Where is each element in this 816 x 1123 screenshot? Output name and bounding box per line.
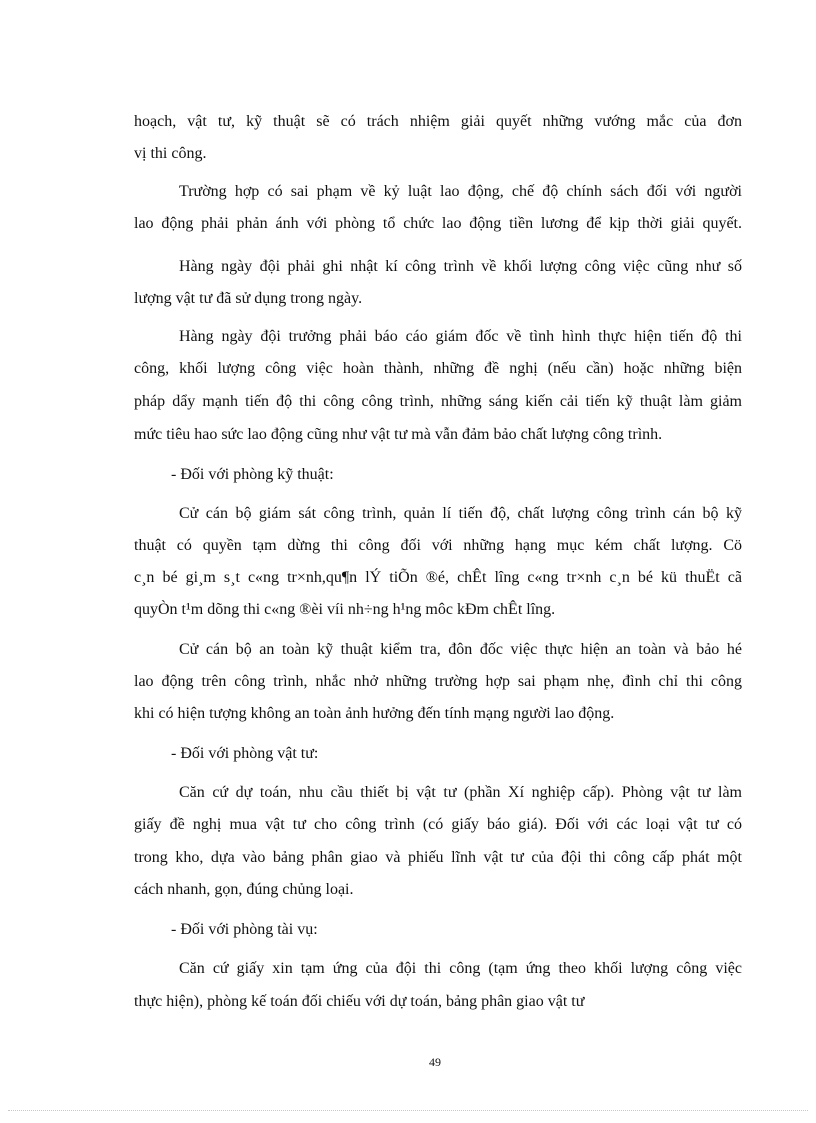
section-heading: - Đối với phòng tài vụ: (171, 921, 318, 938)
section-heading: - Đối với phòng vật tư: (171, 745, 319, 762)
page-bottom-border (8, 1110, 808, 1111)
text-line: pháp dẩy mạnh tiến độ thi công công trình, những sáng kiến cải tiến kỹ thuật làm giảm (134, 393, 742, 410)
text-line: c¸n bé gi¸m s¸t c«ng tr×nh,qu¶n lÝ tiÕn ®é, chÊt lîng c«ng tr×nh c¸n bé kü thuËt cã (134, 569, 742, 586)
text-line: thực hiện), phòng kế toán đối chiếu với dự toán, bảng phân giao vật tư (134, 993, 585, 1010)
text-line: Hàng ngày đội phải ghi nhật kí công trình về khối lượng công việc cũng như số (179, 258, 742, 275)
text-line: Cử cán bộ an toàn kỹ thuật kiểm tra, đôn đốc việc thực hiện an toàn và bảo hé (179, 641, 742, 658)
section-heading: - Đối với phòng kỹ thuật: (171, 466, 334, 483)
page-number: 49 (429, 1055, 441, 1069)
text-line: hoạch, vật tư, kỹ thuật sẽ có trách nhiệm giải quyết những vướng mắc của đơn (134, 113, 742, 130)
text-line: thuật có quyền tạm dừng thi công đối với những hạng mục kém chất lượng. Cö (134, 537, 742, 554)
text-line: Căn cứ dự toán, nhu cầu thiết bị vật tư (phần Xí nghiệp cấp). Phòng vật tư làm (179, 784, 742, 801)
text-line: lao động phải phản ánh với phòng tổ chức lao động tiền lương để kịp thời giải quyết. (134, 215, 742, 232)
text-line: khi có hiện tượng không an toàn ảnh hưởng đến tính mạng người lao động. (134, 705, 615, 722)
text-line: Cử cán bộ giám sát công trình, quản lí tiến độ, chất lượng công trình cán bộ kỹ (179, 505, 742, 522)
text-line: quyÒn t¹m dõng thi c«ng ®èi víi nh÷ng h¹ng môc kÐm chÊt lîng. (134, 601, 556, 618)
text-line: lao động trên công trình, nhắc nhở những trường hợp sai phạm nhẹ, đình chỉ thi công (134, 673, 742, 690)
text-line: trong kho, dựa vào bảng phân giao và phiếu lĩnh vật tư của đội thi công cấp phát một (134, 849, 742, 866)
text-line: cách nhanh, gọn, đúng chủng loại. (134, 881, 354, 898)
text-line: công, khối lượng công việc hoàn thành, những đề nghị (nếu cần) hoặc những biện (134, 360, 742, 377)
text-line: vị thi công. (134, 145, 207, 162)
text-line: Trường hợp có sai phạm về kỷ luật lao động, chế độ chính sách đối với người (179, 183, 742, 200)
text-line: mức tiêu hao sức lao động cũng như vật tư mà vẫn đảm bảo chất lượng công trình. (134, 426, 663, 443)
text-line: Căn cứ giấy xin tạm ứng của đội thi công (tạm ứng theo khối lượng công việc (179, 960, 742, 977)
text-line: Hàng ngày đội trưởng phải báo cáo giám đốc về tình hình thực hiện tiến độ thi (179, 328, 742, 345)
text-line: lượng vật tư đã sử dụng trong ngày. (134, 290, 363, 307)
text-line: giấy đề nghị mua vật tư cho công trình (có giấy báo giá). Đối với các loại vật tư có (134, 816, 742, 833)
